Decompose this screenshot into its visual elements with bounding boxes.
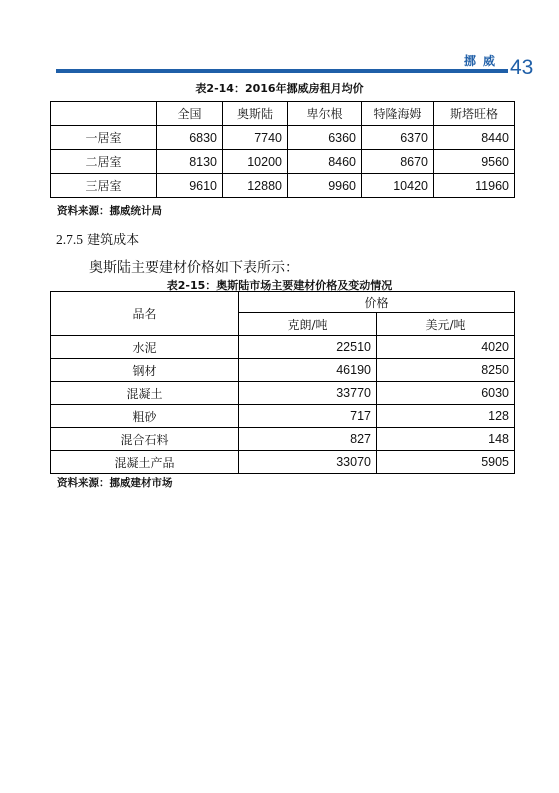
- material-name: 混合石料: [51, 428, 239, 451]
- table-cell: 7740: [223, 126, 288, 150]
- row-label: 二居室: [51, 150, 157, 174]
- section-number: 2.7.5: [56, 232, 83, 247]
- table-row: [51, 428, 515, 451]
- header-country: 挪威: [464, 54, 503, 68]
- table-cell: 9560: [434, 150, 515, 174]
- table-cell: 8130: [157, 150, 223, 174]
- rent-table: [50, 101, 515, 198]
- table-cell: 8460: [288, 150, 362, 174]
- table-cell: 6370: [362, 126, 434, 150]
- table-row: [51, 174, 515, 198]
- price-usd: 8250: [377, 359, 515, 382]
- price-usd: 6030: [377, 382, 515, 405]
- table-header-cell: 全国: [157, 102, 223, 126]
- price-nok: 717: [239, 405, 377, 428]
- header-name-cell: 品名: [51, 292, 239, 336]
- table-cell: 9610: [157, 174, 223, 198]
- table-cell: 8440: [434, 126, 515, 150]
- price-usd: 4020: [377, 336, 515, 359]
- header-rule: [56, 69, 508, 73]
- table-header-cell: [51, 102, 157, 126]
- table-header-row: [51, 102, 515, 126]
- table-cell: 6830: [157, 126, 223, 150]
- table-header-cell: 特隆海姆: [362, 102, 434, 126]
- material-name: 粗砂: [51, 405, 239, 428]
- table2-caption: 表2-15：奥斯陆市场主要建材价格及变动情况: [166, 279, 393, 292]
- table-row: [51, 451, 515, 474]
- material-name: 混凝土产品: [51, 451, 239, 474]
- price-nok: 33770: [239, 382, 377, 405]
- price-usd: 5905: [377, 451, 515, 474]
- table-row: [51, 336, 515, 359]
- table-cell: 12880: [223, 174, 288, 198]
- table-row: [51, 405, 515, 428]
- table-header-cell: 卑尔根: [288, 102, 362, 126]
- unit-usd-cell: 美元/吨: [377, 313, 515, 336]
- table-cell: 9960: [288, 174, 362, 198]
- table2-source: 资料来源：挪威建材市场: [57, 477, 173, 489]
- table-cell: 8670: [362, 150, 434, 174]
- table-row: [51, 150, 515, 174]
- price-nok: 46190: [239, 359, 377, 382]
- material-name: 水泥: [51, 336, 239, 359]
- row-label: 三居室: [51, 174, 157, 198]
- material-name: 钢材: [51, 359, 239, 382]
- table1-caption: 表2-14：2016年挪威房租月均价: [195, 82, 364, 95]
- page-number: 43: [510, 56, 534, 79]
- table-row: [51, 359, 515, 382]
- section-heading: [56, 229, 139, 248]
- table-cell: 10200: [223, 150, 288, 174]
- body-paragraph: 奥斯陆主要建材价格如下表所示：: [89, 260, 299, 276]
- table-row: [51, 126, 515, 150]
- table1-source: 资料来源：挪威统计局: [57, 205, 162, 217]
- table-header-cell: 斯塔旺格: [434, 102, 515, 126]
- table-header-row: [51, 292, 515, 313]
- header-price-cell: 价格: [239, 292, 515, 313]
- price-nok: 33070: [239, 451, 377, 474]
- price-usd: 148: [377, 428, 515, 451]
- materials-table: [50, 291, 515, 474]
- table-cell: 6360: [288, 126, 362, 150]
- table-row: [51, 382, 515, 405]
- table-cell: 11960: [434, 174, 515, 198]
- unit-nok-cell: 克朗/吨: [239, 313, 377, 336]
- material-name: 混凝土: [51, 382, 239, 405]
- section-title: 建筑成本: [87, 233, 140, 248]
- price-nok: 827: [239, 428, 377, 451]
- table-header-cell: 奥斯陆: [223, 102, 288, 126]
- price-nok: 22510: [239, 336, 377, 359]
- row-label: 一居室: [51, 126, 157, 150]
- table-cell: 10420: [362, 174, 434, 198]
- price-usd: 128: [377, 405, 515, 428]
